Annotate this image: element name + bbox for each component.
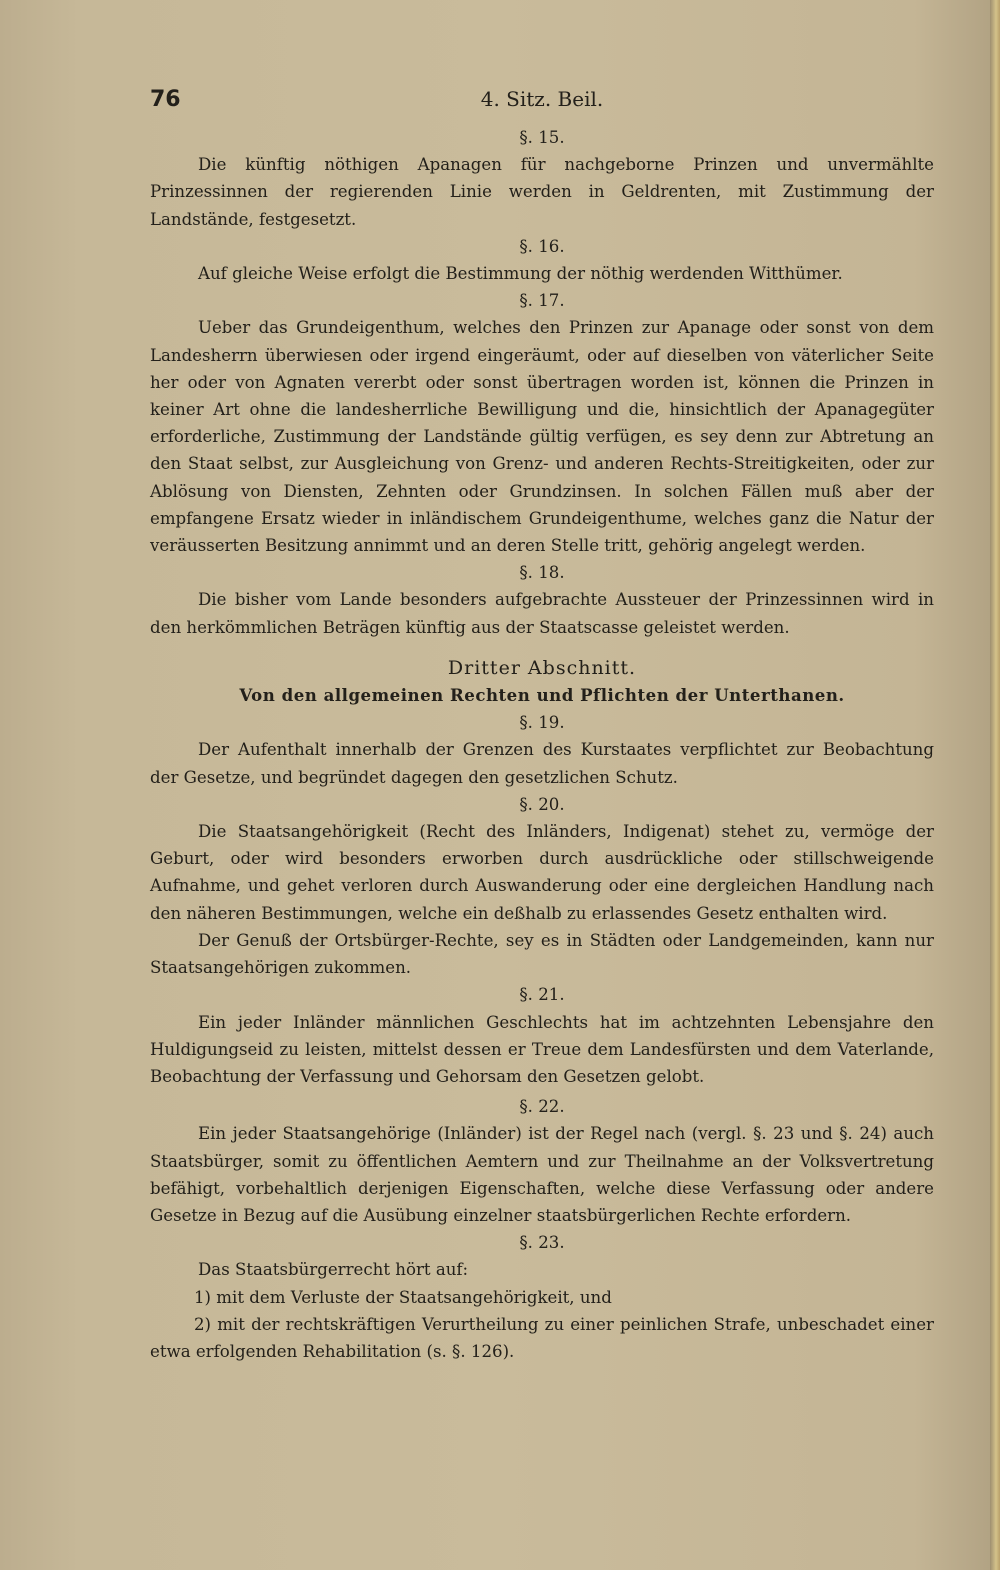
section-16-text: Auf gleiche Weise erfolgt die Bestimmung der nöthig werdenden Witthümer. bbox=[198, 264, 843, 284]
section-20-text-2: Der Genuß der Ortsbürger-Rechte, sey es in Städten oder Landgemeinden, kann nur Staatsangehörigen zukommen. bbox=[150, 930, 934, 978]
section-15-text: Die künftig nöthigen Apanagen für nachgeborne Prinzen und unvermählte Prinzessinnen der regierenden Linie werden in Geldrenten, mit Zustimmung der Landstände, festgesetzt. bbox=[150, 155, 934, 229]
section-21-heading: §. 21. bbox=[519, 985, 565, 1005]
section-17-text: Ueber das Grundeigenthum, welches den Prinzen zur Apanage oder sonst von dem Landesherrn überwiesen oder irgend eingeräumt, oder auf dieselben von väterlicher Seite her oder von Agnaten vererbt oder sonst übertragen worden ist, können die Prinzen in keiner Art ohne die landesherrliche Bewilligung und die, hinsichtlich der Apanagegüter erforderliche, Zustimmung der Landstände gültig verfügen, es sey denn zur Abtretung an den Staat selbst, zur Ausgleichung von Grenz- und anderen Rechts-Streitigkeiten, oder zur Ablösung von Diensten, Zehnten oder Grundzinsen. In solchen Fällen muß aber der empfangene Ersatz wieder in inländischem Grundeigenthume, welches ganz die Natur der veräusserten Besitzung annimmt und an deren Stelle tritt, gehörig angelegt werden. bbox=[150, 318, 934, 556]
page-text bbox=[150, 86, 934, 1365]
section-20-text-1: Die Staatsangehörigkeit (Recht des Inländers, Indigenat) stehet zu, vermöge der Geburt, oder wird besonders erworben durch ausdrückliche oder stillschweigende Aufnahme, und gehet verloren durch Auswanderung oder eine dergleichen Handlung nach den näheren Bestimmungen, welche ein deßhalb zu erlassendes Gesetz enthalten wird. bbox=[150, 822, 934, 923]
section-23-heading: §. 23. bbox=[519, 1233, 565, 1253]
section-15-heading: §. 15. bbox=[519, 128, 565, 147]
chapter-title: Dritter Abschnitt. bbox=[447, 656, 637, 679]
section-19-text: Der Aufenthalt innerhalb der Grenzen des Kurstaates verpflichtet zur Beobachtung der Gesetze, und begründet dagegen den gesetzlichen Schutz. bbox=[150, 740, 934, 787]
page-edge bbox=[990, 0, 1000, 1570]
page-number: 76 bbox=[150, 87, 181, 112]
section-17-heading: §. 17. bbox=[519, 291, 565, 311]
section-19-heading: §. 19. bbox=[519, 713, 565, 733]
section-23-intro: Das Staatsbürgerrecht hört auf: bbox=[198, 1260, 469, 1280]
section-18-heading: §. 18. bbox=[519, 563, 565, 583]
section-22-heading: §. 22. bbox=[519, 1097, 565, 1117]
chapter-subtitle: Von den allgemeinen Rechten und Pflichten der Unterthanen. bbox=[239, 685, 845, 706]
section-21-text: Ein jeder Inländer männlichen Geschlechts hat im achtzehnten Lebensjahre den Huldigungseid zu leisten, mittelst dessen er Treue dem Landesfürsten und dem Vaterlande, Beobachtung der Verfassung und Gehorsam den Gesetzen gelobt. bbox=[150, 1012, 934, 1086]
running-head: 4. Sitz. Beil. bbox=[480, 87, 604, 111]
page-header bbox=[150, 86, 934, 124]
section-16-heading: §. 16. bbox=[519, 236, 565, 256]
section-22-text: Ein jeder Staatsangehörige (Inländer) ist der Regel nach (vergl. §. 23 und §. 24) auch Staatsbürger, somit zu öffentlichen Aemtern und zur Theilnahme an der Volksvertretung befähigt, vorbehaltlich derjenigen Eigenschaften, welche diese Verfassung oder andere Gesetze in Bezug auf die Ausübung einzelner staatsbürgerlichen Rechte erfordern. bbox=[150, 1124, 934, 1225]
section-20-heading: §. 20. bbox=[519, 794, 565, 814]
section-23-item-2: 2) mit der rechtskräftigen Verurtheilung zu einer peinlichen Strafe, unbeschadet einer etwa erfolgenden Rehabilitation (s. §. 126). bbox=[150, 1314, 934, 1361]
section-23-item-1: 1) mit dem Verluste der Staatsangehörigkeit, und bbox=[194, 1287, 612, 1307]
section-18-text: Die bisher vom Lande besonders aufgebrachte Aussteuer der Prinzessinnen wird in den herkömmlichen Beträgen künftig aus der Staatscasse geleistet werden. bbox=[150, 590, 934, 637]
